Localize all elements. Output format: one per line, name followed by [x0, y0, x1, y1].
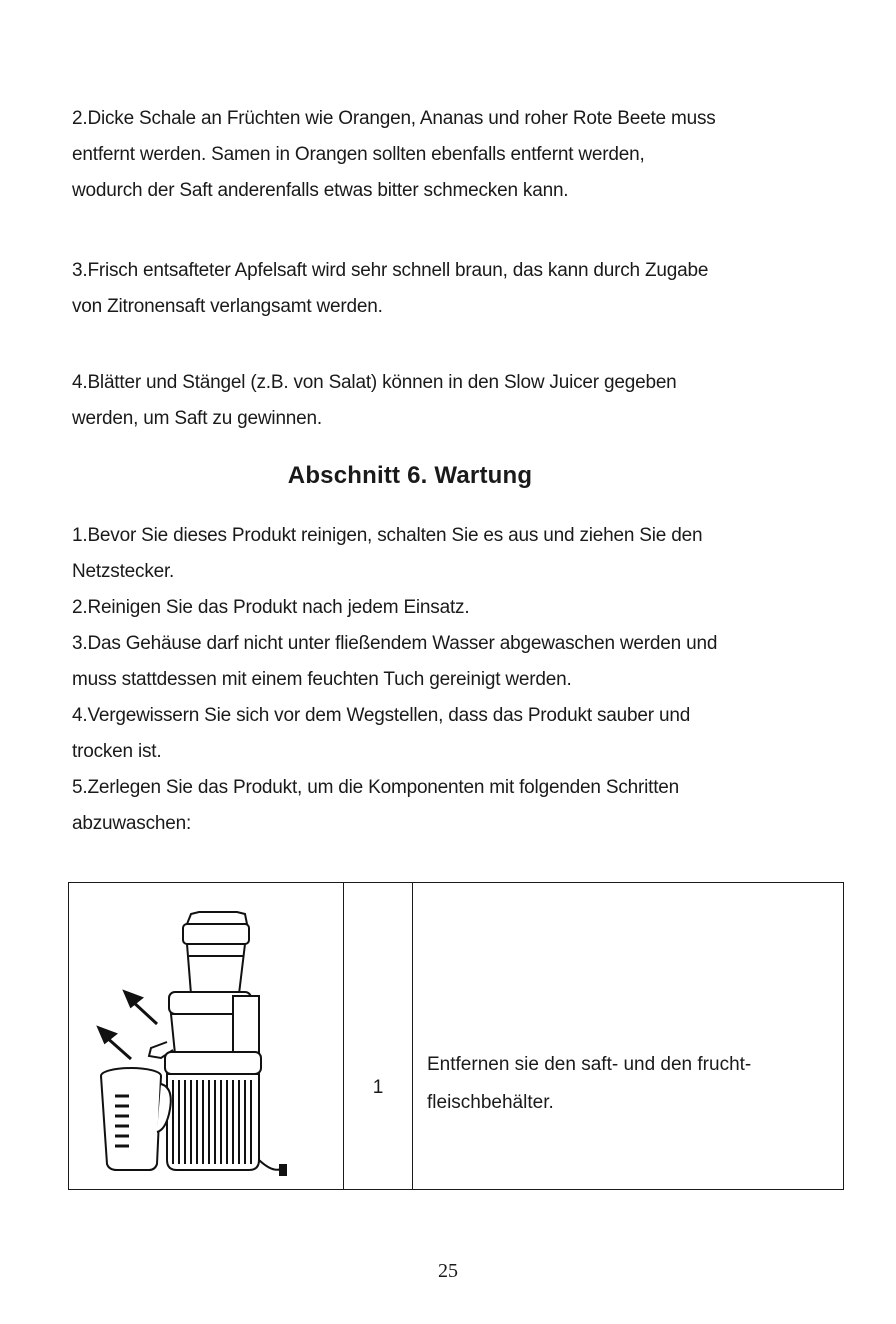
tip-line: von Zitronensaft verlangsamt werden. [72, 296, 383, 317]
tip-line: 2.Dicke Schale an Früchten wie Orangen, Ananas und roher Rote Beete muss [72, 108, 716, 129]
section-heading: Abschnitt 6. Wartung [287, 462, 533, 489]
maintenance-line: Netzstecker. [72, 561, 175, 582]
page-number: 25 [438, 1260, 458, 1282]
step-number: 1 [344, 883, 413, 1190]
maintenance-line: 3.Das Gehäuse darf nicht unter fließendem Wasser abgewaschen werden und [72, 633, 718, 654]
tip-4 [72, 365, 842, 437]
tip-2 [72, 101, 842, 209]
steps-table [68, 882, 844, 1190]
step-text-line: Entfernen sie den saft- und den frucht- [427, 1054, 752, 1075]
maintenance-line: 4.Vergewissern Sie sich vor dem Wegstellen, dass das Produkt sauber und [72, 705, 691, 726]
step-text [413, 883, 844, 1190]
maintenance-line: 5.Zerlegen Sie das Produkt, um die Komponenten mit folgenden Schritten [72, 777, 680, 798]
step-illustration-cell [69, 883, 344, 1190]
table-row [69, 883, 844, 1190]
tip-line: entfernt werden. Samen in Orangen sollten ebenfalls entfernt werden, [72, 144, 645, 165]
tip-line: wodurch der Saft anderenfalls etwas bitter schmecken kann. [72, 180, 569, 201]
maintenance-line: abzuwaschen: [72, 813, 192, 834]
tip-line: werden, um Saft zu gewinnen. [72, 408, 322, 429]
step-text-line: fleischbehälter. [427, 1092, 554, 1113]
maintenance-line: muss stattdessen mit einem feuchten Tuch gereinigt werden. [72, 669, 572, 690]
maintenance-line: 1.Bevor Sie dieses Produkt reinigen, schalten Sie es aus und ziehen Sie den [72, 525, 703, 546]
tip-line: 3.Frisch entsafteter Apfelsaft wird sehr schnell braun, das kann durch Zugabe [72, 260, 709, 281]
juicer-disassembly-icon [69, 884, 343, 1189]
maintenance-line: trocken ist. [72, 741, 162, 762]
maintenance-list [72, 518, 842, 842]
maintenance-line: 2.Reinigen Sie das Produkt nach jedem Einsatz. [72, 597, 470, 618]
tip-line: 4.Blätter und Stängel (z.B. von Salat) können in den Slow Juicer gegeben [72, 372, 677, 393]
tip-3 [72, 253, 842, 325]
